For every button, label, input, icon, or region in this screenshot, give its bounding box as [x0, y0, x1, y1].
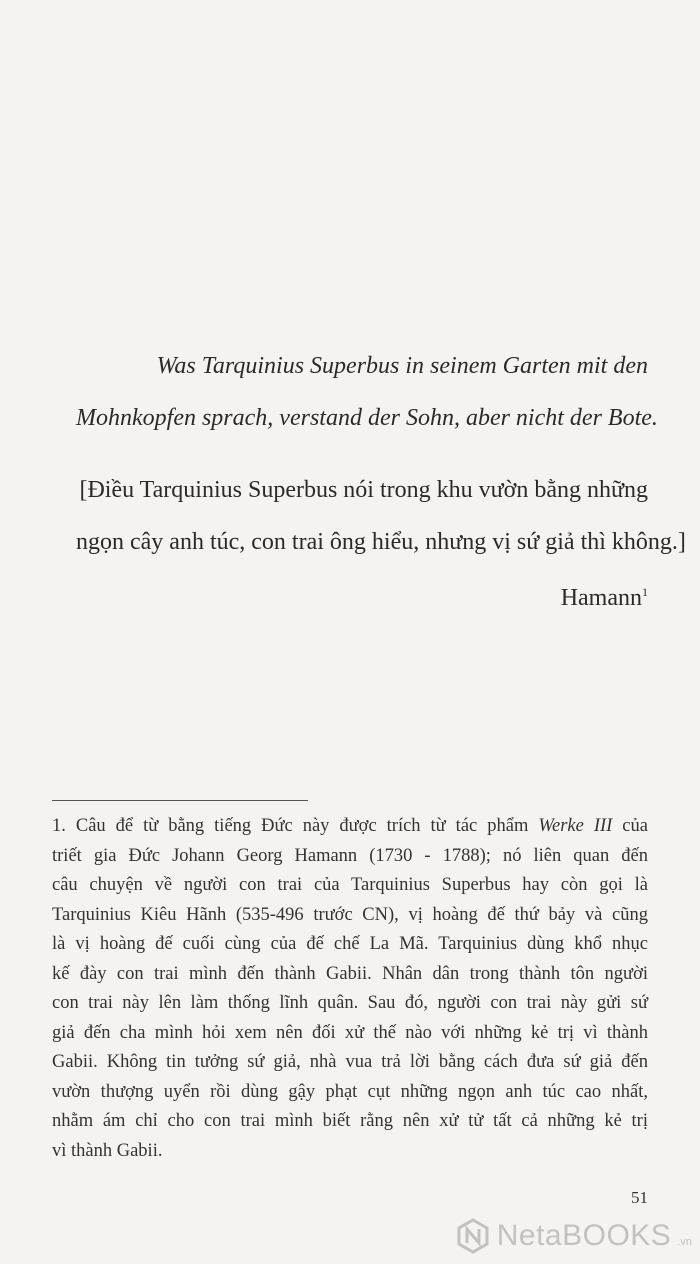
epigraph-translation-line: ngọn cây anh túc, con trai ông hiểu, nhưng vị sứ giả thì không.] [76, 529, 686, 555]
epigraph-german-line: Was Tarquinius Superbus in seinem Garten mit den [156, 353, 648, 379]
epigraph-attribution [76, 572, 648, 624]
footnote [52, 812, 648, 1166]
footnote-line: nhằm ám chỉ cho con trai mình biết rằng nên xử tử tất cả những kẻ trị [52, 1111, 648, 1131]
watermark-suffix: .vn [677, 1236, 692, 1248]
footnote-text: của [612, 816, 648, 836]
footnote-line: kế đày con trai mình đến thành Gabii. Nhân dân trong thành tôn người [52, 963, 648, 984]
epigraph-translation-line: [Điều Tarquinius Superbus nói trong khu vườn bằng những [79, 477, 648, 503]
footnote-reference[interactable]: 1 [642, 585, 648, 599]
footnote-line: con trai này lên làm thống lĩnh quân. Sau đó, người con trai này gửi sứ [52, 993, 648, 1013]
watermark-text: NetaBOOKS [496, 1219, 672, 1252]
footnote-line: vườn thượng uyển rồi dùng gậy phạt cụt những ngọn anh túc cao nhất, [52, 1081, 648, 1102]
footnote-line: triết gia Đức Johann Georg Hamann (1730 - 1788); nó liên quan đến [52, 845, 648, 866]
page-number: 51 [631, 1188, 648, 1207]
footnote-divider [52, 800, 308, 801]
footnote-line: Tarquinius Kiêu Hãnh (535-496 trước CN), vị hoàng đế thứ bảy và cũng [52, 904, 648, 925]
footnote-text: 1. Câu để từ bằng tiếng Đức này được trích từ tác phẩm [52, 816, 539, 836]
footnote-line: câu chuyện về người con trai của Tarquinius Superbus hay còn gọi là [52, 875, 648, 895]
watermark [455, 1218, 692, 1254]
footnote-line: giả đến cha mình hỏi xem nên đối xử thế nào với những kẻ trị vì thành [52, 1022, 648, 1043]
footnote-line [52, 812, 648, 842]
epigraph [76, 340, 686, 624]
footnote-line: là vị hoàng đế cuối cùng của đế chế La Mã. Tarquinius dùng khổ nhục [52, 934, 648, 954]
epigraph-german-line: Mohnkopfen sprach, verstand der Sohn, aber nicht der Bote. [76, 405, 658, 431]
netabooks-logo-icon [455, 1218, 491, 1254]
attribution-name: Hamann [560, 585, 642, 611]
footnote-line: vì thành Gabii. [52, 1140, 163, 1161]
footnote-work-title: Werke III [538, 816, 613, 836]
footnote-line: Gabii. Không tin tưởng sứ giả, nhà vua trả lời bằng cách đưa sứ giả đến [52, 1052, 648, 1072]
